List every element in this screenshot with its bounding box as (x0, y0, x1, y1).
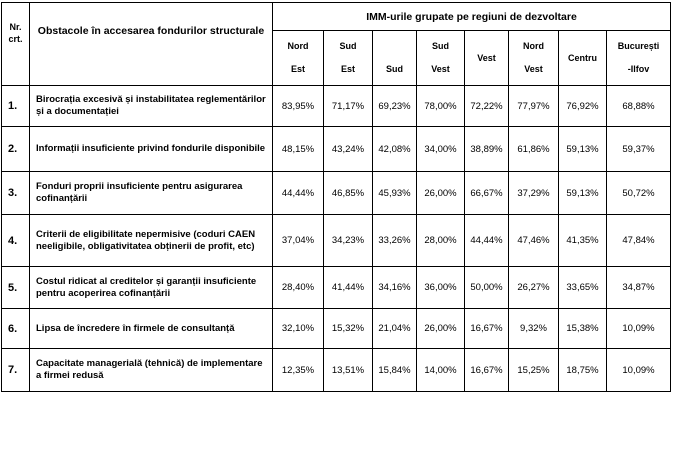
obstacle-header: Obstacole în accesarea fondurilor structurale (30, 3, 273, 86)
value-cell: 78,00% (417, 86, 465, 127)
value-cell: 41,44% (324, 267, 373, 309)
value-cell: 43,24% (324, 127, 373, 172)
value-cell: 46,85% (324, 172, 373, 215)
value-cell: 34,00% (417, 127, 465, 172)
value-cell: 18,75% (559, 349, 607, 392)
region-header: Centru (559, 31, 607, 86)
table-row (2, 267, 671, 309)
value-cell: 36,00% (417, 267, 465, 309)
table-row (2, 172, 671, 215)
region-header: Sud Est (324, 31, 373, 86)
table-row (2, 86, 671, 127)
value-cell: 34,87% (607, 267, 671, 309)
value-cell: 37,04% (273, 215, 324, 267)
value-cell: 71,17% (324, 86, 373, 127)
row-number: 2. (2, 127, 30, 172)
value-cell: 12,35% (273, 349, 324, 392)
row-number: 7. (2, 349, 30, 392)
nr-header-line1: Nr. (9, 22, 22, 32)
value-cell: 16,67% (465, 349, 509, 392)
value-cell: 50,00% (465, 267, 509, 309)
value-cell: 41,35% (559, 215, 607, 267)
value-cell: 26,00% (417, 172, 465, 215)
value-cell: 14,00% (417, 349, 465, 392)
value-cell: 47,46% (509, 215, 559, 267)
obstacle-text: Lipsa de încredere în firmele de consultanță (30, 309, 273, 349)
value-cell: 69,23% (373, 86, 417, 127)
value-cell: 10,09% (607, 309, 671, 349)
value-cell: 21,04% (373, 309, 417, 349)
obstacle-text: Criterii de eligibilitate nepermisive (coduri CAEN neeligibile, obligativitatea obținerii de profit, etc) (30, 215, 273, 267)
region-header: Nord Vest (509, 31, 559, 86)
row-number: 4. (2, 215, 30, 267)
obstacle-text: Costul ridicat al creditelor și garanții insuficiente pentru acoperirea cofinanțării (30, 267, 273, 309)
region-header: București -Ilfov (607, 31, 671, 86)
value-cell: 34,23% (324, 215, 373, 267)
row-number: 1. (2, 86, 30, 127)
value-cell: 16,67% (465, 309, 509, 349)
value-cell: 26,27% (509, 267, 559, 309)
value-cell: 9,32% (509, 309, 559, 349)
value-cell: 72,22% (465, 86, 509, 127)
obstacles-table (1, 2, 671, 392)
value-cell: 37,29% (509, 172, 559, 215)
nr-header-line2: crt. (8, 34, 23, 44)
value-cell: 76,92% (559, 86, 607, 127)
value-cell: 15,84% (373, 349, 417, 392)
region-header: Sud (373, 31, 417, 86)
region-header: Nord Est (273, 31, 324, 86)
value-cell: 77,97% (509, 86, 559, 127)
value-cell: 44,44% (273, 172, 324, 215)
value-cell: 48,15% (273, 127, 324, 172)
value-cell: 61,86% (509, 127, 559, 172)
value-cell: 44,44% (465, 215, 509, 267)
value-cell: 32,10% (273, 309, 324, 349)
value-cell: 13,51% (324, 349, 373, 392)
value-cell: 15,32% (324, 309, 373, 349)
value-cell: 66,67% (465, 172, 509, 215)
obstacle-text: Capacitate managerială (tehnică) de implementare a firmei redusă (30, 349, 273, 392)
value-cell: 68,88% (607, 86, 671, 127)
region-group-header: IMM-urile grupate pe regiuni de dezvoltare (273, 3, 671, 31)
row-number: 3. (2, 172, 30, 215)
value-cell: 33,65% (559, 267, 607, 309)
obstacle-text: Birocrația excesivă și instabilitatea reglementărilor și a documentației (30, 86, 273, 127)
value-cell: 34,16% (373, 267, 417, 309)
table-row (2, 215, 671, 267)
value-cell: 38,89% (465, 127, 509, 172)
value-cell: 10,09% (607, 349, 671, 392)
value-cell: 45,93% (373, 172, 417, 215)
table-row (2, 127, 671, 172)
row-number: 6. (2, 309, 30, 349)
value-cell: 15,25% (509, 349, 559, 392)
value-cell: 83,95% (273, 86, 324, 127)
value-cell: 59,13% (559, 172, 607, 215)
value-cell: 33,26% (373, 215, 417, 267)
table-row (2, 349, 671, 392)
row-number: 5. (2, 267, 30, 309)
obstacle-text: Fonduri proprii insuficiente pentru asigurarea cofinanțării (30, 172, 273, 215)
nr-header (2, 3, 30, 86)
table-row (2, 309, 671, 349)
value-cell: 50,72% (607, 172, 671, 215)
obstacle-text: Informații insuficiente privind fondurile disponibile (30, 127, 273, 172)
value-cell: 42,08% (373, 127, 417, 172)
value-cell: 15,38% (559, 309, 607, 349)
region-header: Sud Vest (417, 31, 465, 86)
value-cell: 26,00% (417, 309, 465, 349)
value-cell: 59,13% (559, 127, 607, 172)
value-cell: 47,84% (607, 215, 671, 267)
region-header: Vest (465, 31, 509, 86)
value-cell: 28,40% (273, 267, 324, 309)
value-cell: 59,37% (607, 127, 671, 172)
value-cell: 28,00% (417, 215, 465, 267)
